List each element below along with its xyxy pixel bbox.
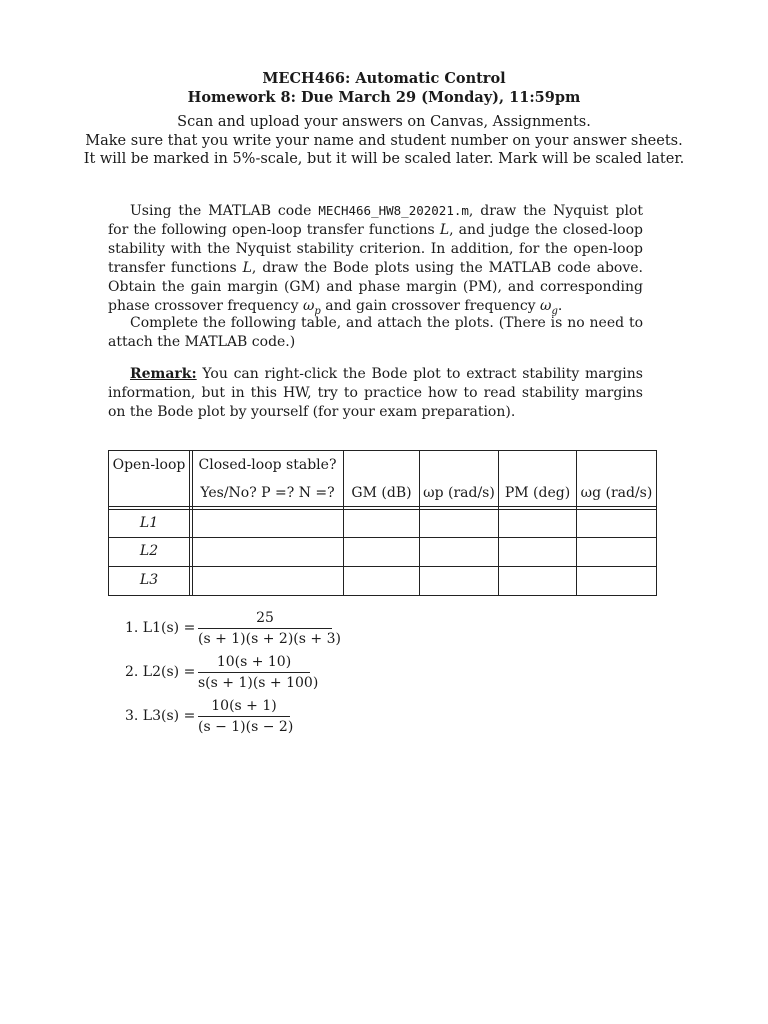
header-gm: GM (dB) bbox=[351, 485, 412, 501]
remark-paragraph bbox=[108, 365, 643, 422]
equation-2-label: 2. L2(s) = bbox=[125, 664, 196, 680]
matlab-filename: MECH466_HW8_202021.m bbox=[318, 203, 469, 218]
row-label-l1: L1 bbox=[139, 515, 159, 531]
instruction-line-2: Make sure that you write your name and student number on your answer sheets. bbox=[85, 133, 683, 149]
equation-3-numerator: 10(s + 1) bbox=[211, 698, 277, 714]
equation-3-label: 3. L3(s) = bbox=[125, 708, 196, 724]
equation-2-numerator: 10(s + 10) bbox=[216, 654, 292, 670]
header-pm: PM (deg) bbox=[504, 485, 571, 501]
remark-text: You can right-click the Bode plot to extract stability margins information, but in this HW, try to practice how to read stability margins on the Bode plot by yourself (for your exam preparation). bbox=[108, 366, 643, 420]
homework-title: Homework 8: Due March 29 (Monday), 11:59pm bbox=[187, 89, 581, 106]
equation-3-denominator: (s − 1)(s − 2) bbox=[198, 719, 294, 735]
row-label-l2: L2 bbox=[139, 543, 159, 559]
header-wg: ωg (rad/s) bbox=[580, 485, 653, 501]
instruction-line-3: It will be marked in 5%-scale, but it will be scaled later. Mark will be scaled later. bbox=[83, 151, 685, 167]
equation-2-denominator: s(s + 1)(s + 100) bbox=[198, 675, 319, 691]
header-yesno-pn: Yes/No? P =? N =? bbox=[200, 485, 335, 501]
equation-1-numerator: 25 bbox=[256, 610, 274, 626]
header-openloop: Open-loop bbox=[112, 457, 186, 473]
instruction-line-1: Scan and upload your answers on Canvas, Assignments. bbox=[177, 114, 591, 130]
remark-label: Remark: bbox=[130, 366, 197, 382]
header-wp: ωp (rad/s) bbox=[423, 485, 495, 501]
equation-1-label: 1. L1(s) = bbox=[125, 620, 196, 636]
course-title: MECH466: Automatic Control bbox=[262, 70, 506, 87]
equation-1-denominator: (s + 1)(s + 2)(s + 3) bbox=[198, 631, 341, 647]
intro-paragraph: Using the MATLAB code MECH466_HW8_202021.m, draw the Nyquist plot for the following open-loop transfer functions L, and judge the closed-loop stability with the Nyquist stability criterion. In addition, for the open-loop transfer functions L, draw the Bode plots using the MATLAB code above. Obtain the gain margin (GM) and phase margin (PM), and corresponding phase crossover frequency $\omega_p$ and gain crossover frequency $\omega_g$. bbox=[108, 203, 643, 317]
row-label-l3: L3 bbox=[139, 572, 159, 588]
table-instruction: Complete the following table, and attach the plots. (There is no need to attach the MATLAB code.) bbox=[108, 315, 643, 350]
header-closedloop: Closed-loop stable? bbox=[198, 457, 337, 473]
answer-table bbox=[108, 450, 657, 596]
